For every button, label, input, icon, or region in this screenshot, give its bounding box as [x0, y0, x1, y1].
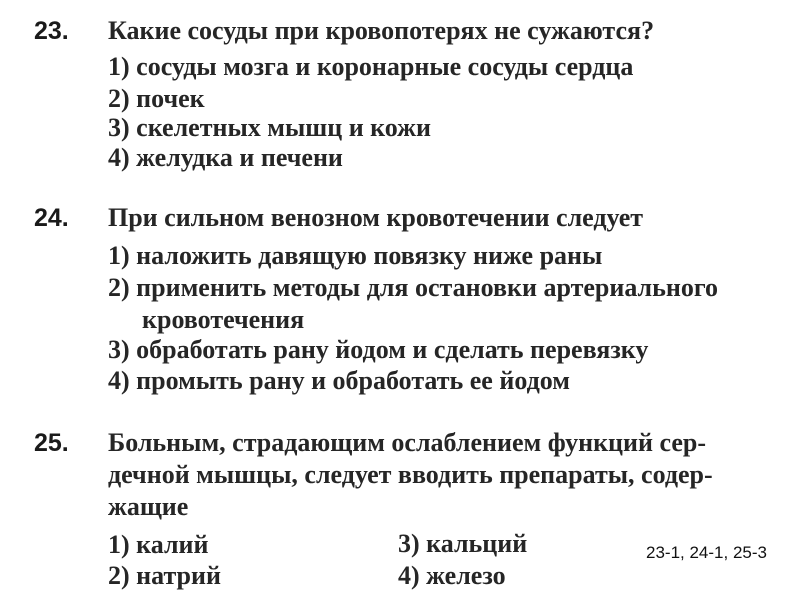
answer-option: 4) желудка и печени [108, 143, 343, 172]
answer-option: 3) обработать рану йодом и сделать перевязку [108, 335, 649, 364]
answer-option: 1) калий [108, 530, 209, 559]
answer-option: 4) промыть рану и обработать ее йодом [108, 366, 570, 395]
answer-option: 2) натрий [108, 561, 221, 590]
answer-option: 4) железо [398, 561, 506, 590]
answer-key: 23-1, 24-1, 25-3 [646, 543, 767, 562]
question-text-line: жащие [108, 492, 189, 521]
question-text: При сильном венозном кровотечении следует [108, 203, 644, 232]
answer-option: 3) скелетных мышц и кожи [108, 113, 431, 142]
answer-option-continuation: кровотечения [142, 305, 305, 334]
answer-option: 2) применить методы для остановки артериального [108, 273, 719, 302]
question-number: 23. [34, 17, 69, 45]
question-number: 25. [34, 429, 69, 457]
answer-option: 1) наложить давящую повязку ниже раны [108, 241, 603, 270]
question-text: Какие сосуды при кровопотерях не сужаются? [108, 16, 655, 45]
answer-option: 3) кальций [398, 529, 528, 558]
answer-option: 1) сосуды мозга и коронарные сосуды сердца [108, 52, 634, 81]
question-text-line: Больным, страдающим ослаблением функций сер- [108, 428, 706, 457]
answer-option: 2) почек [108, 84, 205, 113]
question-text-line: дечной мышцы, следует вводить препараты, содер- [108, 460, 713, 489]
question-number: 24. [34, 204, 69, 232]
